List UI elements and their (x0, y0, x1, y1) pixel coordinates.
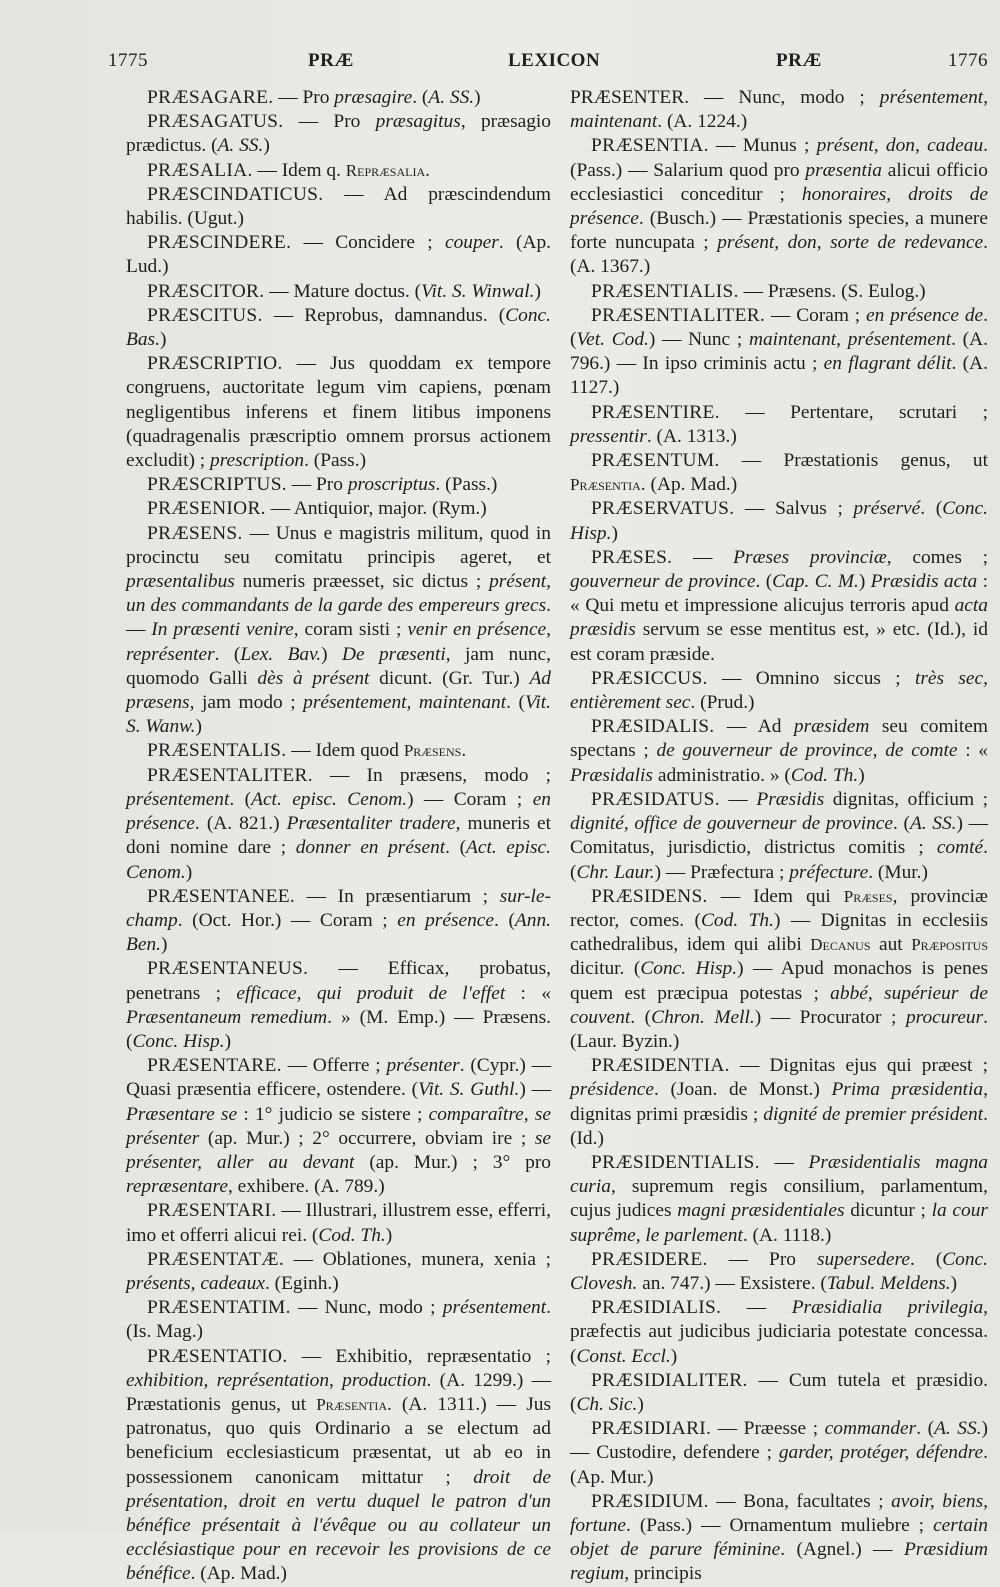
dictionary-entry (570, 449, 988, 497)
entry-definition: — Efficax, probatus, penetrans ; efficace, qui produit de l'effet : « Præsentaneum remedium. » (M. Emp.) — Præsens. (Conc. Hisp.) (126, 958, 551, 1052)
right-guide-word: PRÆ (776, 50, 822, 71)
entry-headword: PRÆSENTARI. (147, 1200, 277, 1222)
entry-headword: PRÆSCRIPTIO. (147, 353, 283, 375)
dictionary-entry (570, 715, 988, 788)
entry-headword: PRÆSENTUM. (591, 450, 720, 472)
entry-headword: PRÆSIDENS. (591, 885, 708, 907)
entry-definition: — Offerre ; présenter. (Cypr.) — Quasi præsentia efficere, ostendere. (Vit. S. Guthl.) — Præsentare se : 1° judicio se sistere ; comparaître, se présenter (ap. Mur.) ; 2° occurrere, obviam ire ; se présenter, aller au devant (ap. Mur.) ; 3° pro repræsentare, exhibere. (A. 789.) (126, 1055, 552, 1198)
dictionary-entry (570, 788, 988, 885)
entry-headword: PRÆSALIA. (147, 159, 253, 181)
entry-definition: — Pro proscriptus. (Pass.) (286, 474, 498, 496)
entry-headword: PRÆSENS. (147, 522, 243, 544)
entry-headword: PRÆSENTALIS. (147, 740, 287, 762)
dictionary-entry (126, 473, 551, 497)
entry-headword: PRÆSCINDERE. (147, 232, 292, 254)
entry-definition: — Jus quoddam ex tempore congruens, auctoritate legum vim capiens, pœnam negligentibus inferens et finem litibus imponens (quadragenalis præscriptio omnem prorsus actionem excludit) ; prescription. (Pass.) (126, 353, 551, 472)
entry-headword: PRÆSIDENTIA. (591, 1055, 730, 1077)
dictionary-entry (126, 280, 551, 304)
entry-headword: PRÆSENTIRE. (591, 401, 720, 423)
dictionary-entry (126, 231, 551, 279)
entry-definition: — Præses provinciæ, comes ; gouverneur de province. (Cap. C. M.) Præsidis acta : « Qui metu et impressione alicujus terroris apud acta præsidis servum se esse mentitus est, » etc. (Id.), id est coram præside. (570, 546, 988, 665)
entry-definition: — Præsidentialis magna curia, supremum regis consilium, parlamentum, cujus judices magni præsidentiales dicuntur ; la cour suprême, le parlement. (A. 1118.) (570, 1151, 988, 1246)
entry-headword: PRÆSENTIALITER. (591, 304, 766, 326)
dictionary-entry (570, 1151, 988, 1248)
dictionary-entry (126, 1199, 551, 1247)
entry-definition: — Ad præscindendum habilis. (Ugut.) (126, 183, 551, 230)
dictionary-entry (126, 497, 551, 521)
running-header (108, 50, 988, 74)
entry-headword: PRÆSES. (591, 546, 673, 568)
entry-definition: — Omnino siccus ; très sec, entièrement sec. (Prud.) (570, 667, 988, 714)
entry-definition: — Nunc, modo ; présentement. (Is. Mag.) (126, 1297, 551, 1343)
dictionary-entry (570, 1054, 988, 1151)
entry-definition: — Unus e magistris militum, quod in procinctu seu comitatu principis ageret, et præsentalibus numeris præesset, sic dictus ; présent, un des commandants de la garde des empereurs grecs. — In præsenti venire, coram sisti ; venir en présence, représenter. (Lex. Bav.) De præsenti, jam nunc, quomodo Galli dès à présent dicunt. (Gr. Tur.) Ad præsens, jam modo ; présentement, maintenant. (Vit. S. Wanw.) (126, 522, 552, 738)
dictionary-entry (126, 522, 551, 740)
dictionary-entry (570, 1369, 988, 1417)
dictionary-entry (126, 159, 551, 183)
dictionary-entry (570, 497, 988, 545)
dictionary-entry (570, 280, 988, 304)
entry-headword: PRÆSENTIA. (591, 135, 709, 157)
entry-headword: PRÆSIDATUS. (591, 788, 720, 810)
dictionary-entry (126, 957, 551, 1054)
entry-headword: PRÆSCRIPTUS. (147, 474, 287, 496)
dictionary-entry (126, 183, 551, 231)
dictionary-entry (570, 1490, 988, 1587)
dictionary-entry (126, 1054, 551, 1199)
dictionary-entry (126, 86, 551, 110)
left-page-number: 1775 (108, 50, 148, 71)
entry-definition: — Idem quod Præsens. (286, 740, 467, 762)
entry-headword: PRÆSIDALIS. (591, 716, 715, 738)
entry-definition: — Pro supersedere. (Conc. Clovesh. an. 747.) — Exsistere. (Tabul. Meldens.) (570, 1248, 989, 1294)
entry-headword: PRÆSCINDATICUS. (147, 183, 324, 205)
entry-definition: — Munus ; présent, don, cadeau. (Pass.) — Salarium quod pro præsentia alicui officio ecclesiastici conceditur ; honoraires, droits de présence. (Busch.) — Præstationis species, a munere forte nuncupata ; présent, don, sorte de redevance. (A. 1367.) (570, 135, 988, 278)
entry-definition: — Exhibitio, repræsentatio ; exhibition, représentation, production. (A. 1299.) — Præstationis genus, ut Præsentia. (A. 1311.) — Jus patronatus, quo quis Ordinario a se electum ad beneficium ecclesiasticum præsentat, ut ab eo in possessionem canonicam mittatur ; droit de présentation, droit en vertu duquel le patron d'un bénéfice présentait à l'évêque ou au collateur un ecclésiastique pour en recevoir les provisions de ce bénéfice. (Ap. Mad.) (126, 1345, 551, 1585)
entry-headword: PRÆSIDIARI. (591, 1418, 712, 1440)
entry-definition: — Reprobus, damnandus. (Conc. Bas.) (126, 304, 551, 351)
entry-definition: — Præstationis genus, ut Præsentia. (Ap. Mad.) (570, 450, 988, 496)
entry-definition: — Præesse ; commander. (A. SS.) — Custodire, defendere ; garder, protéger, défendre. (Ap. Mur.) (570, 1418, 989, 1488)
dictionary-entry (126, 764, 551, 885)
dictionary-entry (126, 110, 551, 158)
entry-definition: — Pro præsagire. (A. SS.) (273, 87, 481, 108)
entry-definition: — Præsens. (S. Eulog.) (738, 280, 926, 302)
entry-definition: — Dignitas ejus qui præest ; présidence. (Joan. de Monst.) Prima præsidentia, dignitas primi præsidis ; dignité de premier président. (Id.) (570, 1055, 988, 1149)
right-column (570, 86, 989, 1585)
entry-headword: PRÆSENTANEUS. (147, 958, 309, 980)
entry-headword: PRÆSIDIALITER. (591, 1369, 748, 1391)
dictionary-entry (126, 1248, 551, 1296)
entry-headword: PRÆSAGARE. (147, 87, 274, 108)
entry-headword: PRÆSCITOR. (147, 280, 265, 302)
entry-definition: — Cum tutela et præsidio. (Ch. Sic.) (570, 1369, 988, 1415)
dictionary-entry (570, 1417, 988, 1490)
entry-definition: — Ad præsidem seu comitem spectans ; de gouverneur de province, de comte : « Præsidalis administratio. » (Cod. Th.) (570, 716, 988, 786)
dictionary-entry (570, 546, 988, 667)
right-page-number: 1776 (948, 50, 988, 71)
entry-definition: — Illustrari, illustrem esse, efferri, imo et offerri alicui rei. (Cod. Th.) (126, 1200, 551, 1246)
entry-definition: — Pro præsagitus, præsagio prædictus. (A. SS.) (126, 111, 551, 157)
entry-definition: — Bona, facultates ; avoir, biens, fortune. (Pass.) — Ornamentum muliebre ; certain objet de parure féminine. (Agnel.) — Præsidium regium, principis (570, 1490, 988, 1585)
entry-headword: PRÆSENIOR. (147, 498, 266, 520)
entry-definition: — Præsidialia privilegia, præfectis aut judicibus judiciaria potestate concessa. (Const. Eccl.) (570, 1297, 988, 1367)
entry-headword: PRÆSIDERE. (591, 1248, 708, 1270)
dictionary-entry (126, 1345, 551, 1587)
entry-definition: — Idem qui Præses, provinciæ rector, comes. (Cod. Th.) — Dignitas in ecclesiis cathedralibus, idem qui alibi Decanus aut Præpositus dicitur. (Conc. Hisp.) — Apud monachos is penes quem est præcipua potestas ; abbé, supérieur de couvent. (Chron. Mell.) — Procurator ; procureur. (Laur. Byzin.) (570, 885, 989, 1052)
entry-definition: — Concidere ; couper. (Ap. Lud.) (126, 232, 551, 278)
dictionary-entry (570, 86, 988, 134)
entry-definition: — Pertentare, scrutari ; pressentir. (A. 1313.) (570, 401, 988, 447)
dictionary-entry (126, 885, 551, 958)
dictionary-entry (570, 667, 988, 715)
dictionary-entry (570, 1248, 988, 1296)
dictionary-entry (570, 1296, 988, 1369)
entry-definition: — Oblationes, munera, xenia ; présents, cadeaux. (Eginh.) (126, 1248, 551, 1294)
entry-headword: PRÆSICCUS. (591, 667, 708, 689)
entry-headword: PRÆSIDIALIS. (591, 1297, 722, 1319)
entry-headword: PRÆSENTALITER. (147, 764, 313, 786)
entry-headword: PRÆSENTATIO. (147, 1345, 288, 1367)
entry-definition: PRÆSENTER. — Nunc, modo ; présentement, maintenant. (A. 1224.) (570, 87, 988, 133)
entry-headword: PRÆSAGATUS. (147, 111, 284, 133)
entry-definition: — Præsidis dignitas, officium ; dignité, office de gouverneur de province. (A. SS.) — Comitatus, jurisdictio, districtus comitis ; comté. (Chr. Laur.) — Præfectura ; préfecture. (Mur.) (570, 788, 989, 883)
entry-headword: PRÆSENTANEE. (147, 885, 296, 907)
dictionary-entry (570, 885, 988, 1054)
entry-headword: PRÆSERVATUS. (591, 498, 735, 520)
entry-headword: PRÆSENTIALIS. (591, 280, 739, 302)
left-column (126, 86, 552, 1585)
entry-definition: — In præsens, modo ; présentement. (Act. episc. Cenom.) — Coram ; en présence. (A. 821.) Præsentaliter tradere, muneris et doni nomine dare ; donner en présent. (Act. episc. Cenom.) (126, 764, 552, 883)
dictionary-entry (570, 304, 988, 401)
entry-definition: — Mature doctus. (Vit. S. Winwal.) (264, 280, 541, 302)
entry-headword: PRÆSENTATIM. (147, 1297, 291, 1319)
entry-headword: PRÆSENTARE. (147, 1055, 282, 1077)
dictionary-entry (570, 401, 988, 449)
entry-definition: — Idem q. Repræsalia. (252, 159, 430, 181)
dictionary-entry (126, 1296, 551, 1344)
dictionary-entry (126, 304, 551, 352)
running-title: LEXICON (508, 50, 601, 71)
entry-definition: — Salvus ; préservé. (Conc. Hisp.) (570, 498, 988, 544)
dictionary-entry (126, 352, 551, 473)
entry-definition: — Coram ; en présence de. (Vet. Cod.) — Nunc ; maintenant, présentement. (A. 796.) — In ipso criminis actu ; en flagrant délit. (A. 1127.) (570, 304, 988, 399)
entry-headword: PRÆSIDIUM. (591, 1490, 709, 1512)
left-guide-word: PRÆ (308, 50, 354, 71)
dictionary-entry (570, 134, 988, 279)
dictionary-entry (126, 739, 551, 763)
entry-definition: — Antiquior, major. (Rym.) (265, 498, 487, 520)
entry-headword: PRÆSENTATÆ. (147, 1248, 284, 1270)
entry-definition: — In præsentiarum ; sur-le-champ. (Oct. Hor.) — Coram ; en présence. (Ann. Ben.) (126, 885, 552, 956)
entry-headword: PRÆSCITUS. (147, 304, 263, 326)
entry-headword: PRÆSIDENTIALIS. (591, 1151, 760, 1173)
